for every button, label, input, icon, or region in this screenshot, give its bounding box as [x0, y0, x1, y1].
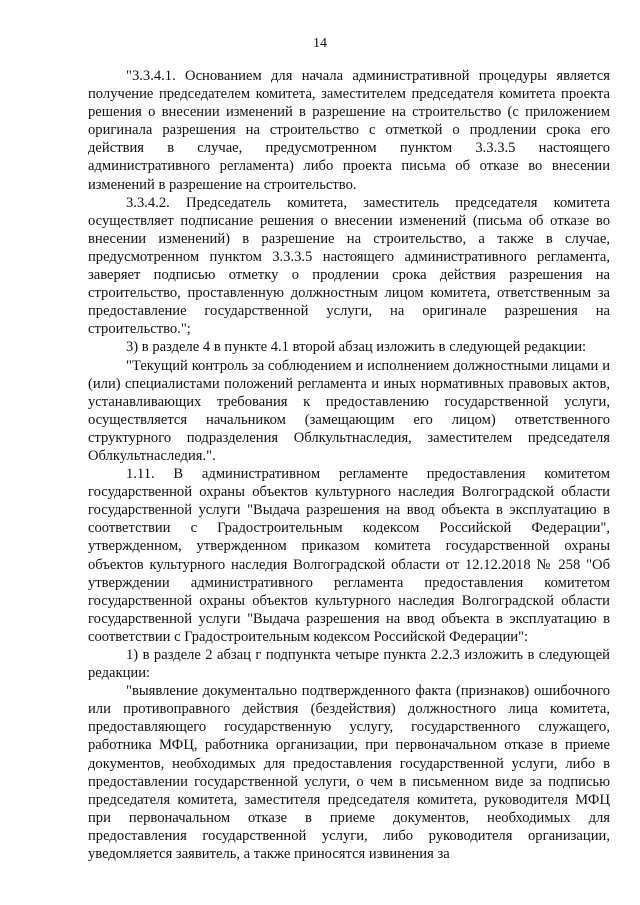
paragraph-item-1: 1) в разделе 2 абзац г подпункта четыре пункта 2.2.3 изложить в следующей редакции:	[88, 647, 610, 682]
paragraph-quote-current-control: "Текущий контроль за соблюдением и исполнением должностными лицами и (или) специалистами положений регламента и иных нормативных правовых актов, устанавливающих требования к предоставлению государственной услуги, осуществляется начальником (замещающим его лицом) ответственного структурного подразделения Облкультнаследия, заместителем председателя Облкультнаследия.".	[88, 357, 610, 464]
paragraph-1-11: 1.11. В административном регламенте предоставления комитетом государственной охраны объектов культурного наследия Волгоградской области государственной услуги "Выдача разрешения на ввод объекта в эксплуатацию в соответствии с Градостроительным кодексом Российской Федерации", утвержденном, утвержденном приказом комитета государственной охраны объектов культурного наследия Волгоградской области от 12.12.2018 № 258 "Об утверждении административного регламента предоставления комитетом государственной охраны объектов культурного наследия Волгоградской области государственной услуги "Выдача разрешения на ввод объекта в эксплуатацию в соответствии с Градостроительным кодексом Российской Федерации":	[88, 466, 610, 645]
paragraph-3-3-4-1: "3.3.4.1. Основанием для начала административной процедуры является получение председателем комитета, заместителем председателя комитета проекта решения о внесении изменений в разрешение на строительство (с приложением оригинала разрешения на строительство с отметкой о продлении срока его действия в случае, предусмотренном пунктом 3.3.3.5 настоящего административного регламента) либо проекта письма об отказе во внесении изменений в разрешение на строительство.	[88, 68, 610, 193]
paragraph-3-3-4-2: 3.3.4.2. Председатель комитета, заместитель председателя комитета осуществляет подписание решения о внесении изменений (письма об отказе во внесении изменений) в разрешение на строительство, а также в случае, предусмотренном пунктом 3.3.3.5 настоящего административного регламента, заверяет подписью отметку о продлении срока действия разрешения на строительство, проставленную должностным лицом комитета, ответственным за предоставление государственной услуги, на оригинале разрешения на строительство.";	[88, 194, 610, 338]
paragraph-quote-detection: "выявление документально подтвержденного факта (признаков) ошибочного или противоправного действия (бездействия) должностного лица комитета, предоставляющего государственную услугу, государственного служащего, работника МФЦ, работника организации, при первоначальном отказе в приеме документов, необходимых для предоставления государственной услуги, либо в предоставлении государственной услуги, о чем в письменном виде за подписью председателя комитета, заместителя председателя комитета, руководителя МФЦ при первоначальном отказе в приеме документов, необходимых для предоставления государственной услуги, либо руководителя организации, уведомляется заявитель, а также приносятся извинения за	[88, 683, 610, 863]
document-body	[88, 67, 610, 863]
page-number: 14	[313, 36, 327, 51]
paragraph-item-3: 3) в разделе 4 в пункте 4.1 второй абзац изложить в следующей редакции:	[126, 339, 587, 356]
